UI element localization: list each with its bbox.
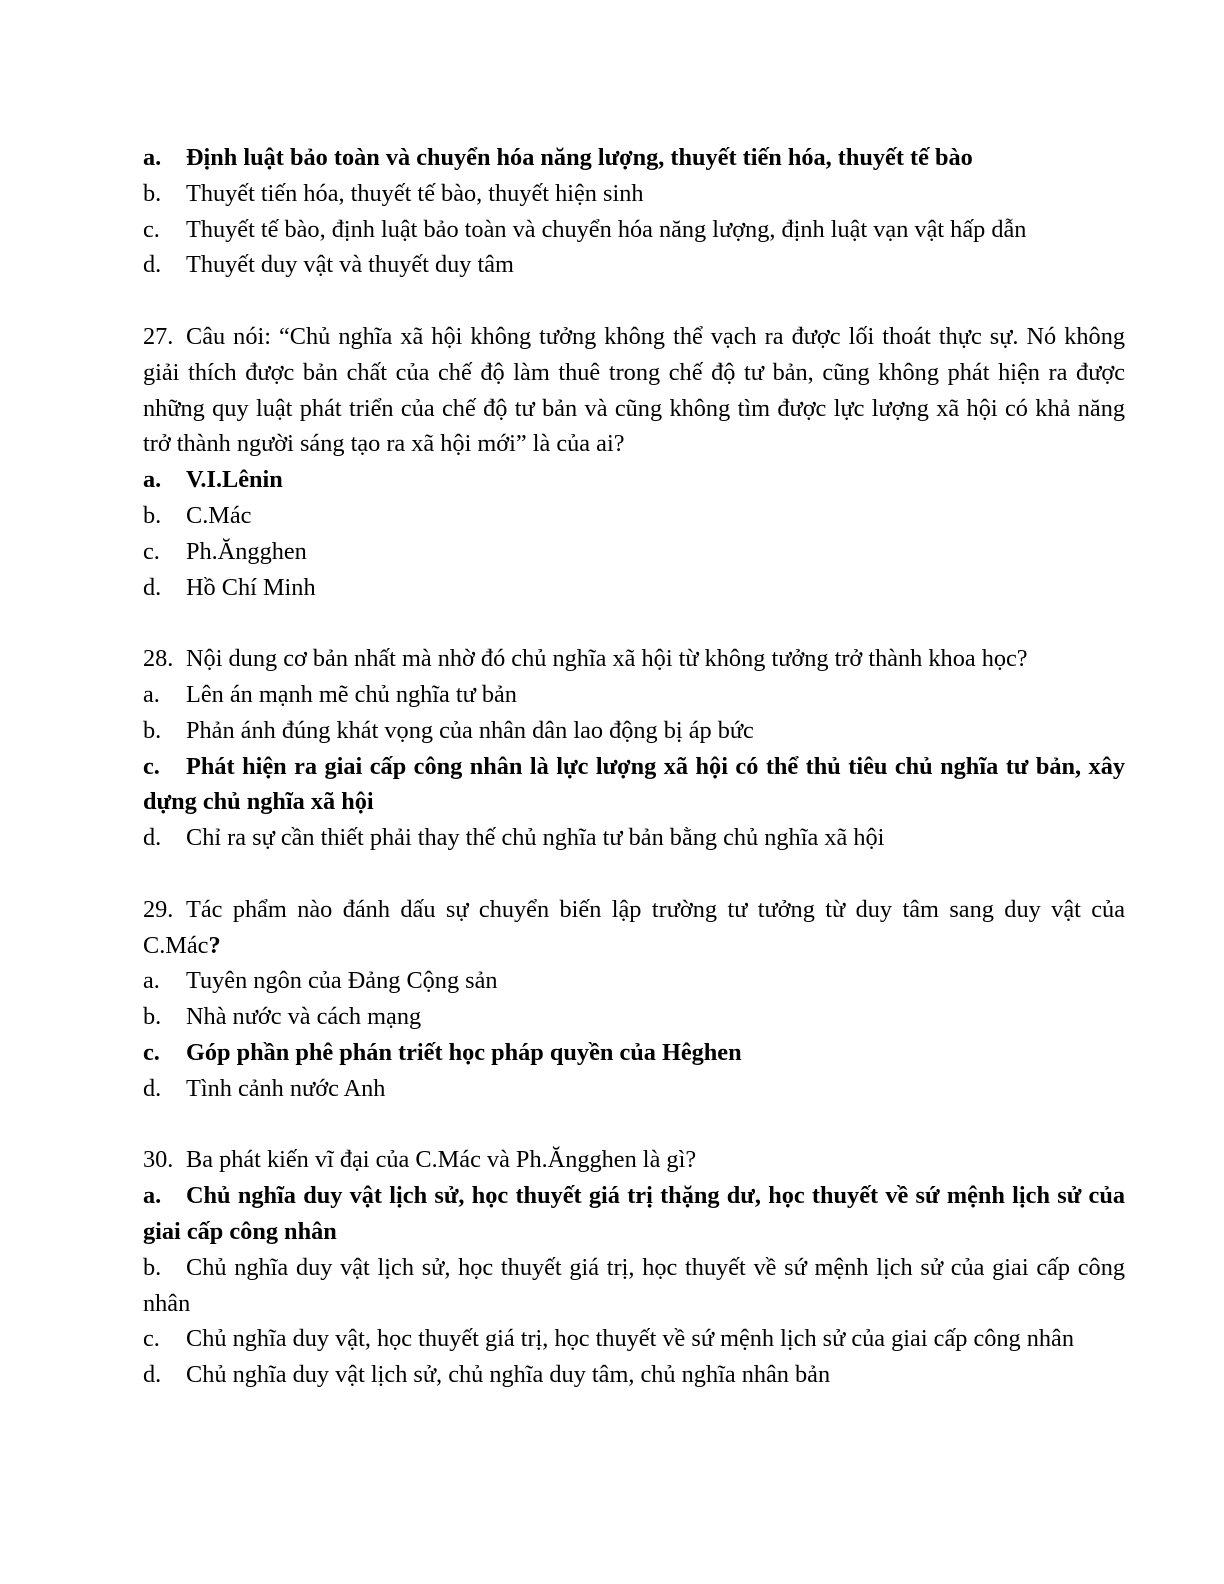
option-d — [143, 1071, 1125, 1107]
option-text: Định luật bảo toàn và chuyển hóa năng lượng, thuyết tiến hóa, thuyết tế bào — [186, 144, 973, 171]
option-text: Chủ nghĩa duy vật lịch sử, chủ nghĩa duy tâm, chủ nghĩa nhân bản — [186, 1361, 831, 1389]
option-label: a. — [143, 1182, 162, 1210]
question-27-options — [143, 462, 1125, 605]
option-text: Thuyết duy vật và thuyết duy tâm — [186, 251, 514, 279]
option-label: b. — [143, 1253, 162, 1281]
option-label: b. — [143, 716, 162, 744]
option-text: Góp phần phê phán triết học pháp quyền của Hêghen — [186, 1038, 742, 1066]
option-label: b. — [143, 1003, 162, 1031]
option-c-correct — [143, 1035, 1125, 1071]
option-text: Chủ nghĩa duy vật lịch sử, học thuyết giá trị thặng dư, học thuyết về sứ mệnh lịch sử của giai cấp công nhân — [143, 1182, 1125, 1245]
option-label: d. — [143, 824, 162, 852]
option-label: a. — [143, 466, 162, 494]
option-text: Chỉ ra sự cần thiết phải thay thế chủ nghĩa tư bản bằng chủ nghĩa xã hội — [186, 824, 885, 852]
question-text: Tác phẩm nào đánh dấu sự chuyển biến lập trường tư tưởng từ duy tâm sang duy vật của C.Mác — [143, 895, 1125, 959]
option-label: c. — [143, 215, 160, 243]
question-30-text — [143, 1142, 1125, 1178]
document-page — [143, 140, 1125, 1393]
option-a — [143, 963, 1125, 999]
option-label: a. — [143, 144, 162, 171]
question-text: Ba phát kiến vĩ đại của C.Mác và Ph.Ăngghen là gì? — [186, 1146, 697, 1174]
question-26-options — [143, 140, 1125, 283]
option-text: Tình cảnh nước Anh — [186, 1074, 386, 1102]
option-a-correct — [143, 140, 1125, 176]
option-text: V.I.Lênin — [186, 466, 283, 494]
question-number: 27. — [143, 322, 174, 350]
option-d — [143, 1357, 1125, 1393]
option-text: Chủ nghĩa duy vật, học thuyết giá trị, học thuyết về sứ mệnh lịch sử của giai cấp công nhân — [186, 1325, 1074, 1353]
option-label: a. — [143, 967, 160, 995]
question-number: 30. — [143, 1146, 174, 1174]
option-label: c. — [143, 1038, 160, 1066]
option-d — [143, 247, 1125, 283]
option-label: b. — [143, 179, 162, 207]
option-b — [143, 176, 1125, 212]
option-d — [143, 820, 1125, 856]
question-text: Nội dung cơ bản nhất mà nhờ đó chủ nghĩa xã hội từ không tưởng trở thành khoa học? — [186, 645, 1028, 673]
option-text: C.Mác — [186, 501, 252, 529]
option-text: Hồ Chí Minh — [186, 573, 316, 601]
question-mark: ? — [208, 931, 221, 959]
question-29-text — [143, 892, 1125, 964]
option-a-correct — [143, 1178, 1125, 1250]
option-text: Thuyết tiến hóa, thuyết tế bào, thuyết hiện sinh — [186, 179, 644, 207]
option-text: Thuyết tế bào, định luật bảo toàn và chuyển hóa năng lượng, định luật vạn vật hấp dẫn — [186, 215, 1027, 243]
option-label: c. — [143, 1325, 160, 1353]
question-27-text — [143, 319, 1125, 462]
question-number: 28. — [143, 645, 174, 673]
option-text: Phát hiện ra giai cấp công nhân là lực lượng xã hội có thể thủ tiêu chủ nghĩa tư bản, xây dựng chủ nghĩa xã hội — [143, 752, 1125, 816]
option-label: d. — [143, 573, 162, 601]
option-label: d. — [143, 1361, 162, 1389]
option-label: d. — [143, 251, 162, 279]
option-a — [143, 677, 1125, 713]
option-label: c. — [143, 537, 160, 565]
question-28-options — [143, 677, 1125, 856]
question-29-options — [143, 963, 1125, 1106]
option-text: Nhà nước và cách mạng — [186, 1003, 422, 1031]
question-number: 29. — [143, 895, 174, 923]
option-b — [143, 713, 1125, 749]
option-c — [143, 212, 1125, 248]
option-label: d. — [143, 1074, 162, 1102]
option-text: Tuyên ngôn của Đảng Cộng sản — [186, 967, 498, 995]
option-label: c. — [143, 752, 160, 780]
option-b — [143, 498, 1125, 534]
option-text: Lên án mạnh mẽ chủ nghĩa tư bản — [186, 680, 517, 708]
option-text: Phản ánh đúng khát vọng của nhân dân lao động bị áp bức — [186, 716, 754, 744]
option-c — [143, 534, 1125, 570]
question-30-options — [143, 1178, 1125, 1393]
option-b — [143, 999, 1125, 1035]
option-label: b. — [143, 501, 162, 529]
question-text: Câu nói: “Chủ nghĩa xã hội không tưởng không thể vạch ra được lối thoát thực sự. Nó không giải thích được bản chất của chế độ làm thuê trong chế độ tư bản, cũng không phát hiện ra được những quy luật phát triển của chế độ tư bản và cũng không tìm được lực lượng xã hội có khả năng trở thành người sáng tạo ra xã hội mới” là của ai? — [143, 322, 1125, 458]
option-a-correct — [143, 462, 1125, 498]
option-d — [143, 570, 1125, 606]
option-b — [143, 1250, 1125, 1322]
option-label: a. — [143, 680, 160, 708]
question-28-text — [143, 641, 1125, 677]
option-c — [143, 1321, 1125, 1357]
option-c-correct — [143, 749, 1125, 821]
option-text: Chủ nghĩa duy vật lịch sử, học thuyết giá trị, học thuyết về sứ mệnh lịch sử của giai cấp công nhân — [143, 1253, 1125, 1317]
option-text: Ph.Ăngghen — [186, 537, 307, 565]
